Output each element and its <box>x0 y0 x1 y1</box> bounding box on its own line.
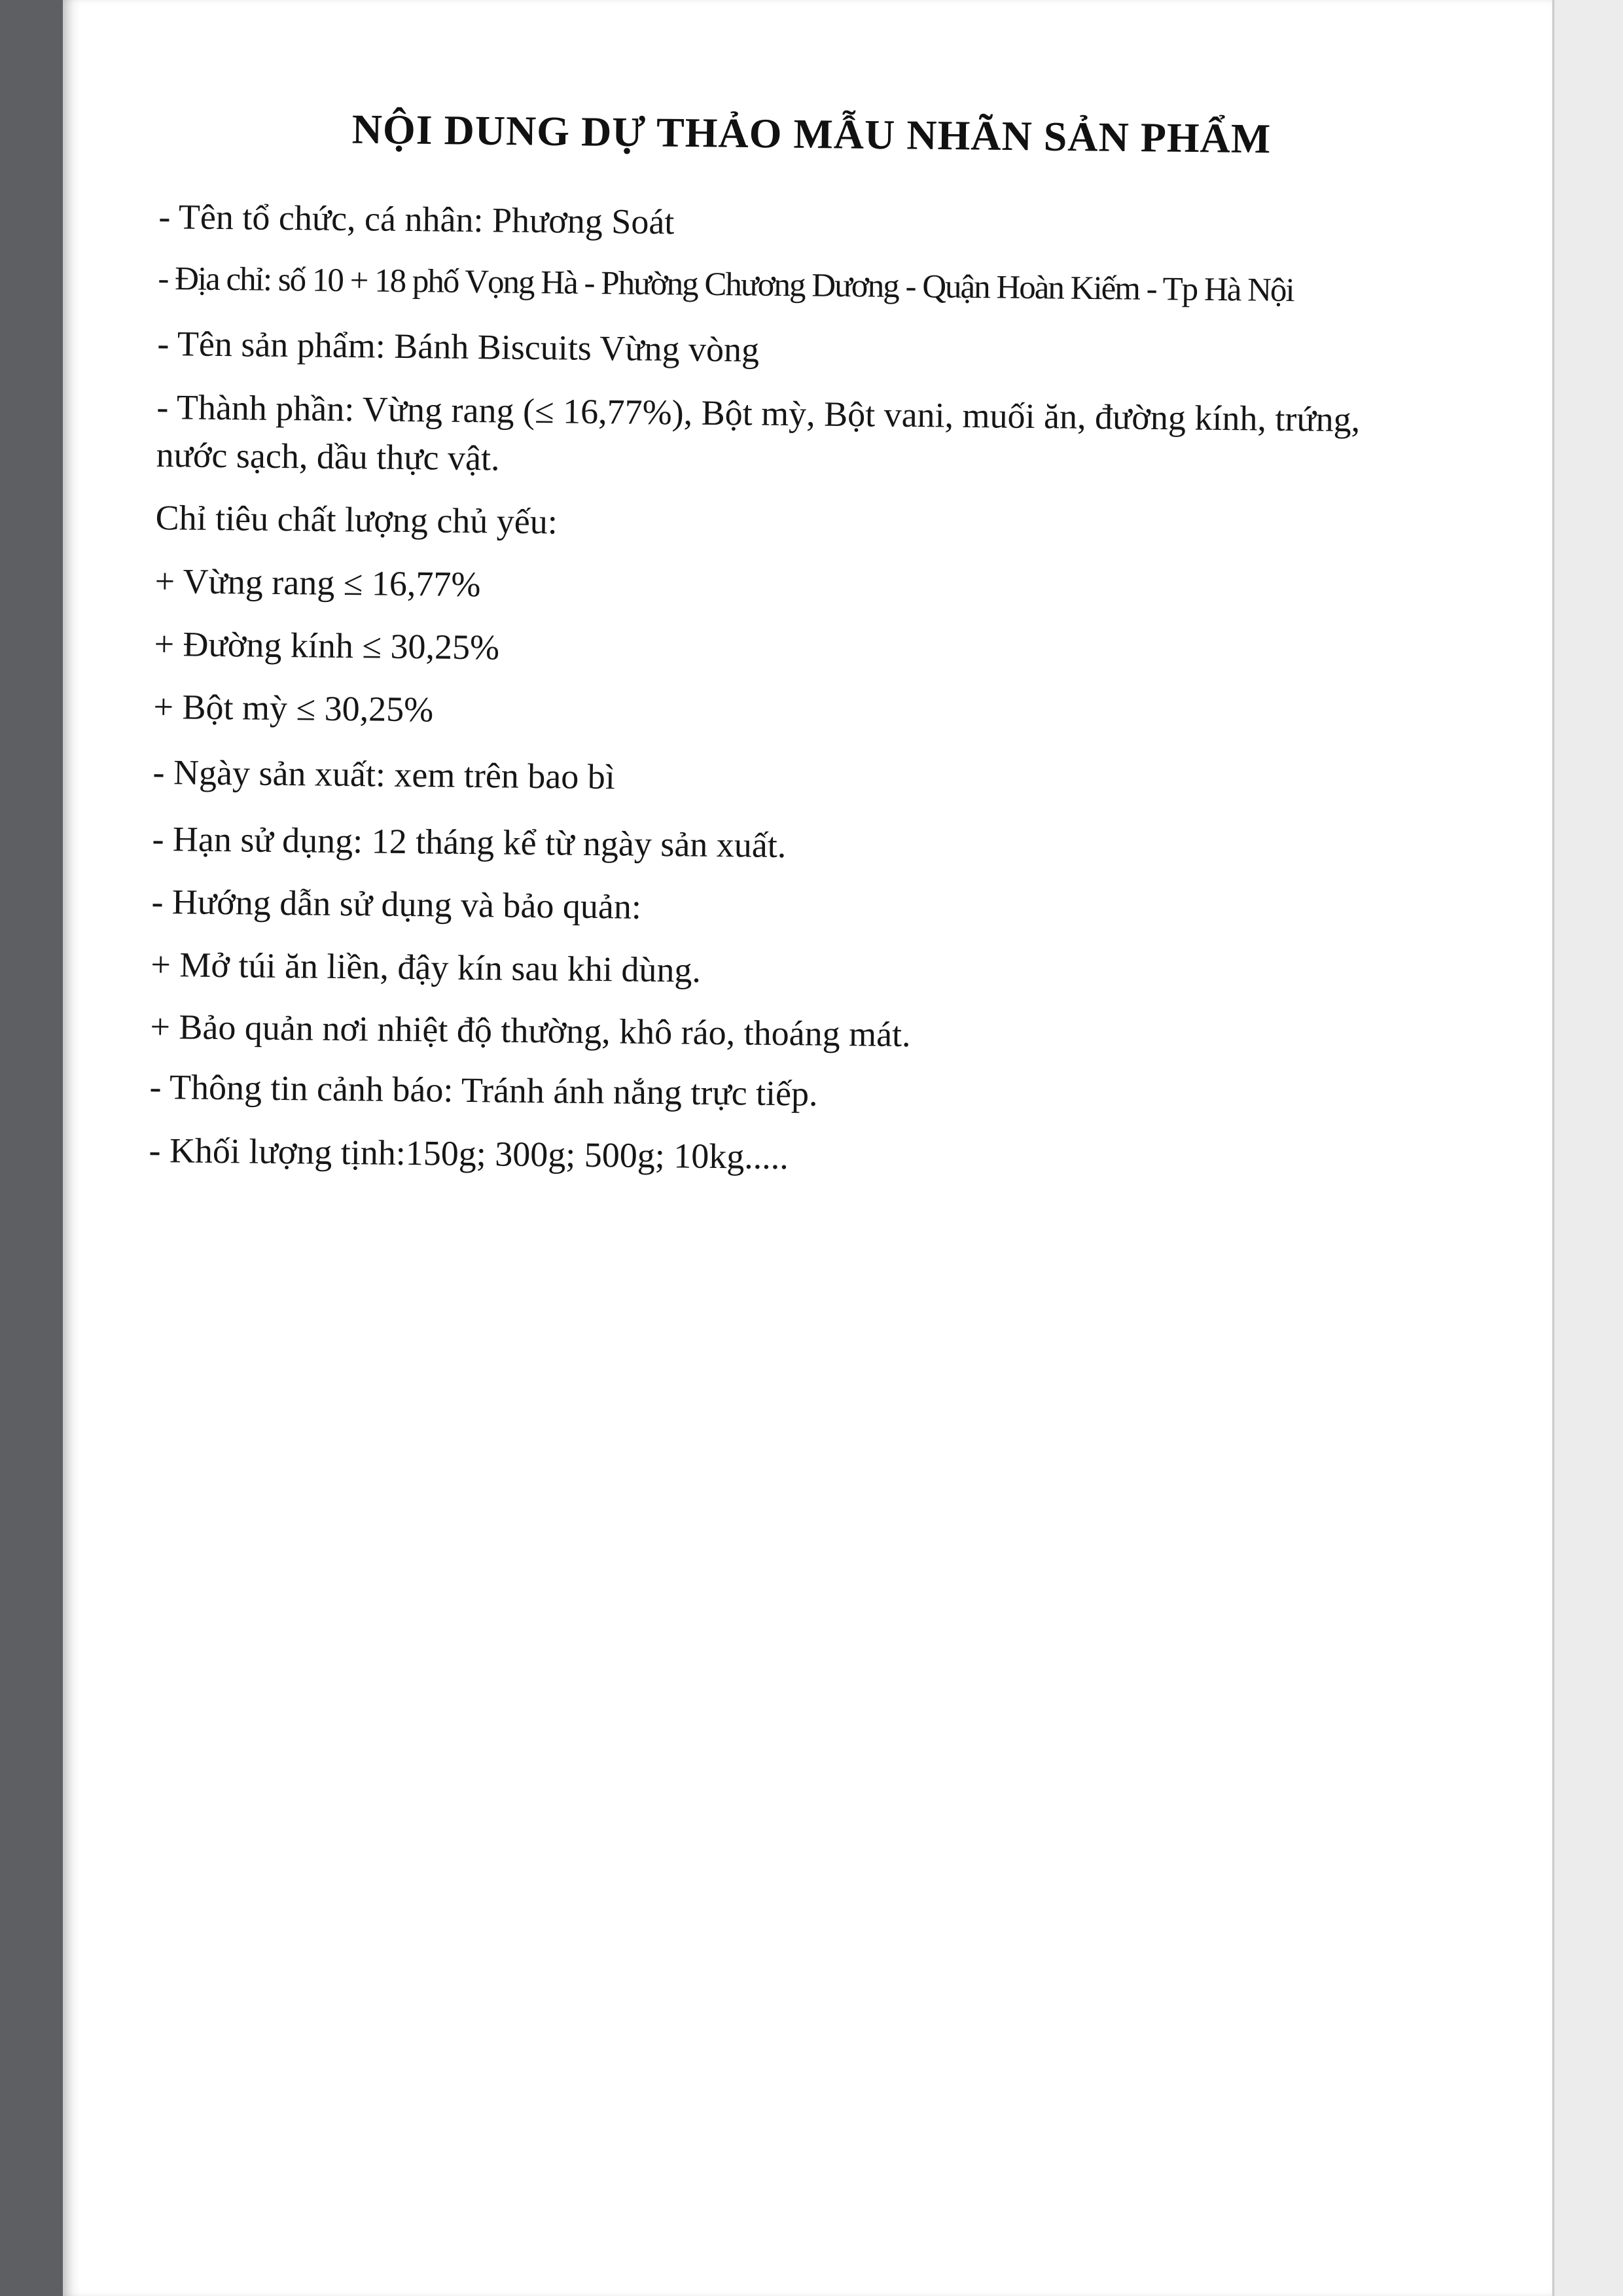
organization-line: - Tên tổ chức, cá nhân: Phương Soát <box>158 196 675 242</box>
criterion-sesame-line: + Vừng rang ≤ 16,77% <box>154 561 481 605</box>
expiry-line: - Hạn sử dụng: 12 tháng kể từ ngày sản xuất. <box>152 819 787 866</box>
ingredients-line: - Thành phần: Vừng rang (≤ 16,77%), Bột mỳ, Bột vani, muối ăn, đường kính, trứng, <box>156 387 1361 440</box>
usage-storage-heading: - Hướng dẫn sử dụng và bảo quản: <box>151 881 642 927</box>
document-title: NỘI DUNG DỰ THẢO MẪU NHÃN SẢN PHẨM <box>351 105 1272 162</box>
net-weight-line: - Khối lượng tịnh:150g; 300g; 500g; 10kg..... <box>149 1130 789 1177</box>
address-line: - Địa chỉ: số 10 + 18 phố Vọng Hà - Phường Chương Dương - Quận Hoàn Kiếm - Tp Hà Nội <box>158 260 1294 309</box>
page-margin-strip <box>1554 0 1623 2296</box>
storage-instruction-line: + Bảo quản nơi nhiệt độ thường, khô ráo, thoáng mát. <box>150 1006 911 1055</box>
product-name-line: - Tên sản phẩm: Bánh Biscuits Vừng vòng <box>157 323 760 370</box>
ingredients-continuation-line: nước sạch, dầu thực vật. <box>156 434 500 478</box>
criterion-sugar-line: + Đường kính ≤ 30,25% <box>154 624 500 667</box>
production-date-line: - Ngày sản xuất: xem trên bao bì <box>152 752 616 797</box>
warning-line: - Thông tin cảnh báo: Tránh ánh nắng trực tiếp. <box>149 1067 818 1114</box>
criterion-flour-line: + Bột mỳ ≤ 30,25% <box>153 686 434 730</box>
quality-criteria-heading: Chỉ tiêu chất lượng chủ yếu: <box>155 497 558 542</box>
usage-instruction-line: + Mở túi ăn liền, đậy kín sau khi dùng. <box>151 944 702 990</box>
